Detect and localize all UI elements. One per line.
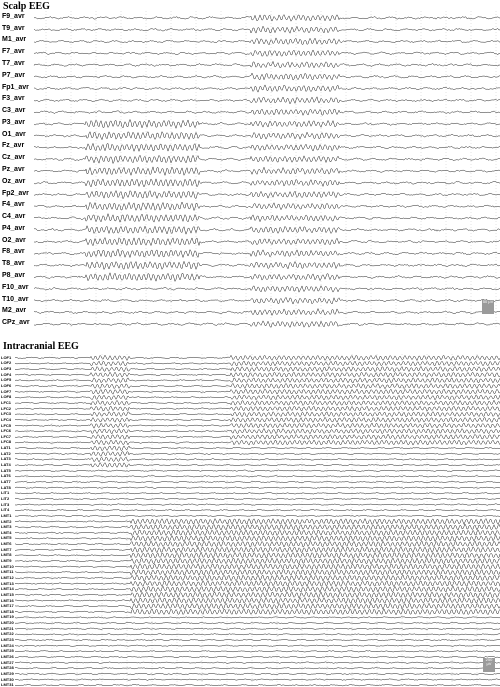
channel-label: LOF3 xyxy=(1,366,12,372)
intracranial-trace-area xyxy=(0,354,500,687)
channel-label: F4_avr xyxy=(2,201,25,209)
channel-label: LMT27 xyxy=(1,659,14,665)
channel-label: LMT17 xyxy=(1,603,14,609)
channel-label: LMT23 xyxy=(1,637,14,643)
intra-trace-lat4 xyxy=(15,463,500,468)
channel-label: LMT22 xyxy=(1,631,14,637)
channel-label: LMT14 xyxy=(1,586,14,592)
scalp-eeg-title: Scalp EEG xyxy=(3,1,50,12)
channel-label: LMT6 xyxy=(1,541,12,547)
scalp-trace-cz_avr xyxy=(34,155,500,163)
channel-label: O1_avr xyxy=(2,130,26,138)
channel-label: LMT25 xyxy=(1,648,14,654)
channel-label: LMT19 xyxy=(1,614,14,620)
channel-label: F8_avr xyxy=(2,248,25,256)
channel-label: LOF6 xyxy=(1,383,12,389)
channel-label: LIT2 xyxy=(1,495,10,501)
channel-label: Fz_avr xyxy=(2,142,25,150)
channel-label: T9_avr xyxy=(2,24,25,32)
channel-label: LMT28 xyxy=(1,665,14,671)
channel-label: LFC6 xyxy=(1,428,11,434)
channel-label: LAT1 xyxy=(1,445,11,451)
channel-label: LIT1 xyxy=(1,490,10,496)
scalp-trace-t8_avr xyxy=(34,261,500,269)
intra-trace-lmt8 xyxy=(15,552,500,558)
channel-label: LMT20 xyxy=(1,620,14,626)
scalp-trace-o2_avr xyxy=(34,238,500,246)
channel-label: LMT1 xyxy=(1,512,12,518)
channel-label: LMT29 xyxy=(1,670,14,676)
intracranial-scale-bar: 250 μV xyxy=(483,658,495,672)
channel-label: LMT16 xyxy=(1,597,14,603)
scalp-trace-p3_avr xyxy=(34,119,500,128)
intra-trace-lat8 xyxy=(15,487,500,489)
intra-trace-lat7 xyxy=(15,481,500,483)
intra-trace-lmt30 xyxy=(15,679,500,680)
intra-trace-lit1 xyxy=(15,493,500,494)
scalp-trace-f9_avr xyxy=(34,15,500,22)
scalp-trace-t9_avr xyxy=(34,26,500,33)
channel-label: LOF7 xyxy=(1,388,12,394)
channel-label: LMT13 xyxy=(1,580,14,586)
intracranial-eeg-panel xyxy=(0,340,500,687)
channel-label: LFC8 xyxy=(1,439,11,445)
intra-trace-lmt12 xyxy=(15,575,500,581)
channel-label: LAT4 xyxy=(1,462,11,468)
intra-trace-lat2 xyxy=(15,452,500,457)
channel-label: LMT11 xyxy=(1,569,14,575)
scalp-trace-c4_avr xyxy=(34,214,500,223)
channel-label: LMT21 xyxy=(1,625,14,631)
channel-label: LMT2 xyxy=(1,518,12,524)
intra-trace-lfc8 xyxy=(15,440,500,445)
channel-label: M1_avr xyxy=(2,36,27,44)
channel-label: F10_avr xyxy=(2,283,29,291)
intra-trace-lmt21 xyxy=(15,628,500,629)
intra-trace-lmt18 xyxy=(15,609,500,615)
channel-label: T7_avr xyxy=(2,60,25,67)
channel-label: F3_avr xyxy=(2,95,25,103)
intra-trace-lmt1 xyxy=(15,515,500,517)
scalp-trace-f4_avr xyxy=(34,202,500,211)
channel-label: LMT24 xyxy=(1,642,14,648)
channel-label: LMT26 xyxy=(1,653,14,659)
channel-label: LMT3 xyxy=(1,524,12,530)
channel-label: C3_avr xyxy=(2,107,26,115)
intra-trace-lmt3 xyxy=(15,524,500,530)
channel-label: LMT8 xyxy=(1,552,12,558)
scalp-trace-f7_avr xyxy=(34,50,500,56)
channel-label: LAT3 xyxy=(1,456,11,462)
channel-label: LMT30 xyxy=(1,676,14,682)
channel-label: LIT4 xyxy=(1,507,10,513)
channel-label: Fp2_avr xyxy=(2,189,29,197)
scalp-trace-o1_avr xyxy=(34,132,500,140)
scalp-trace-f8_avr xyxy=(34,249,500,257)
intracranial-eeg-title: Intracranial EEG xyxy=(3,341,79,352)
channel-label: LMT15 xyxy=(1,591,14,597)
channel-label: M2_avr xyxy=(2,307,27,315)
channel-label: LOF1 xyxy=(1,354,12,360)
channel-label: LFC4 xyxy=(1,416,11,422)
scalp-trace-f3_avr xyxy=(34,97,500,104)
scalp-trace-t7_avr xyxy=(34,61,500,67)
intra-trace-lfc1 xyxy=(15,400,500,405)
intra-trace-lof1 xyxy=(15,355,500,360)
scalp-trace-p7_avr xyxy=(34,73,500,80)
intra-trace-lfc3 xyxy=(15,412,500,417)
intra-trace-lmt23 xyxy=(15,639,500,640)
intra-trace-lmt9 xyxy=(15,558,500,564)
channel-label: O2_avr xyxy=(2,236,26,244)
channel-label: CPz_avr xyxy=(2,319,30,327)
channel-label: LAT8 xyxy=(1,484,11,490)
channel-label: LOF5 xyxy=(1,377,12,383)
intra-trace-lfc4 xyxy=(15,417,500,422)
intra-trace-lmt27 xyxy=(15,662,500,664)
intra-trace-lat6 xyxy=(15,476,500,477)
scalp-trace-f10_avr xyxy=(34,286,500,292)
intra-trace-lmt20 xyxy=(15,622,500,623)
scalp-trace-m2_avr xyxy=(34,309,500,316)
scalp-trace-pz_avr xyxy=(34,167,500,175)
channel-label: Fp1_avr xyxy=(2,83,29,91)
scalp-trace-c3_avr xyxy=(34,109,500,115)
channel-label: LAT5 xyxy=(1,467,11,473)
channel-label: LOF8 xyxy=(1,394,12,400)
channel-label: LMT10 xyxy=(1,563,14,569)
scalp-trace-fz_avr xyxy=(34,143,500,151)
channel-label: P8_avr xyxy=(2,272,25,279)
scalp-trace-cpz_avr xyxy=(34,321,500,328)
channel-label: C4_avr xyxy=(2,213,26,221)
channel-label: P3_avr xyxy=(2,118,25,126)
scalp-scale-bar: 50 μV xyxy=(482,300,494,314)
scalp-trace-p4_avr xyxy=(34,226,500,234)
intra-trace-lmt4 xyxy=(15,530,500,536)
channel-label: LFC2 xyxy=(1,405,11,411)
channel-label: P7_avr xyxy=(2,71,25,79)
channel-label: F7_avr xyxy=(2,48,25,56)
channel-label: LMT7 xyxy=(1,546,12,552)
scalp-trace-fp1_avr xyxy=(34,85,500,92)
channel-label: LAT7 xyxy=(1,478,11,484)
channel-label: LAT2 xyxy=(1,450,11,456)
channel-label: LFC3 xyxy=(1,411,11,417)
channel-label: LIT3 xyxy=(1,501,10,507)
channel-label: Pz_avr xyxy=(2,166,25,173)
scalp-eeg-panel xyxy=(0,0,500,340)
scalp-trace-area xyxy=(0,11,500,329)
channel-label: Oz_avr xyxy=(2,177,26,185)
scalp-trace-oz_avr xyxy=(34,179,500,187)
channel-label: LMT18 xyxy=(1,608,14,614)
intra-trace-lmt28 xyxy=(15,668,500,669)
channel-label: LMT31 xyxy=(1,682,14,687)
channel-label: LFC5 xyxy=(1,422,11,428)
scalp-trace-t10_avr xyxy=(34,297,500,304)
channel-label: P4_avr xyxy=(2,224,25,232)
intra-trace-lmt29 xyxy=(15,673,500,675)
channel-label: T10_avr xyxy=(2,295,29,303)
intra-traces-svg xyxy=(0,354,500,687)
channel-label: T8_avr xyxy=(2,260,25,268)
intra-trace-lmt19 xyxy=(15,617,500,618)
channel-label: F9_avr xyxy=(2,12,25,20)
channel-label: LFC1 xyxy=(1,399,11,405)
channel-label: Cz_avr xyxy=(2,154,25,162)
scalp-trace-fp2_avr xyxy=(34,191,500,199)
channel-label: LMT12 xyxy=(1,574,14,580)
channel-label: LOF4 xyxy=(1,371,12,377)
channel-label: LMT5 xyxy=(1,535,12,541)
channel-label: LMT9 xyxy=(1,558,12,563)
channel-label: LMT4 xyxy=(1,529,12,535)
scalp-trace-p8_avr xyxy=(34,273,500,282)
scalp-traces-svg xyxy=(0,11,500,329)
scalp-trace-m1_avr xyxy=(34,38,500,45)
channel-label: LAT6 xyxy=(1,473,11,479)
channel-label: LOF2 xyxy=(1,360,12,366)
channel-label: LFC7 xyxy=(1,433,11,439)
intra-trace-lof3 xyxy=(15,366,500,371)
